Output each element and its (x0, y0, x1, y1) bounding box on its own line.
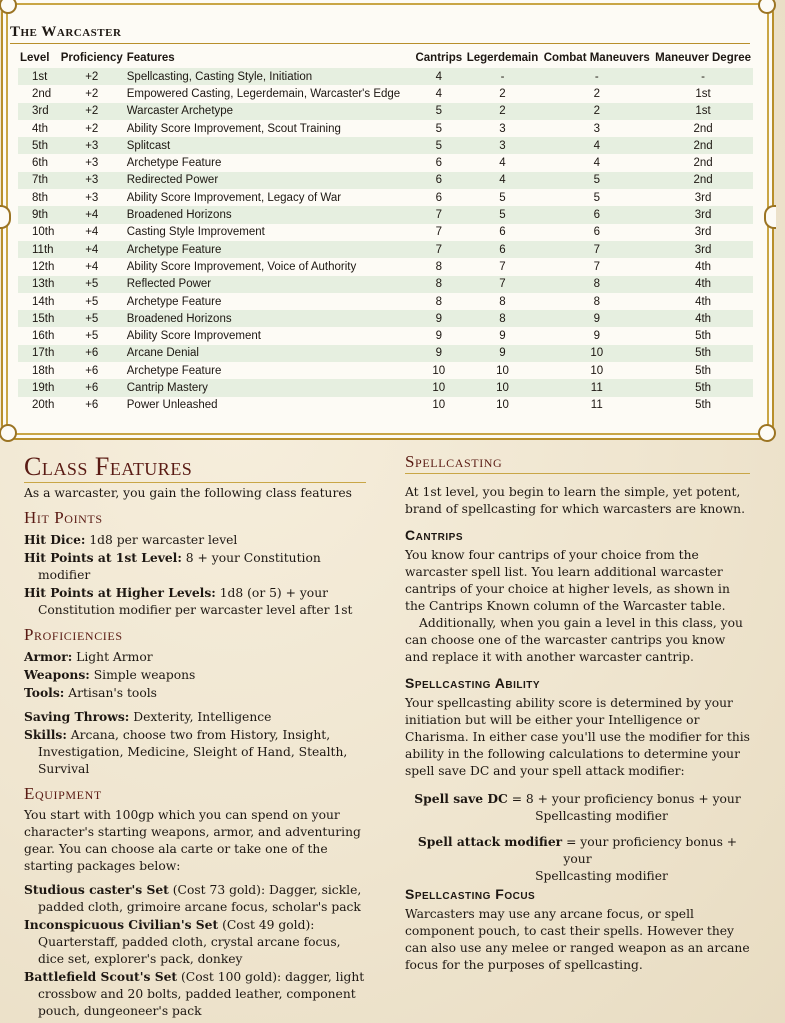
cantrips-paragraph-1: You know four cantrips of your choice from the warcaster spell list. You learn additional warcaster cantrips of your choice at higher levels, as shown in the Cantrips Known column of the Warcaster table. (405, 548, 730, 613)
cell-cantrips: 8 (435, 260, 443, 273)
cell-maneuver-degree: 4th (695, 278, 712, 291)
cell-cantrips: 5 (435, 139, 443, 152)
cell-level: 6th (32, 157, 48, 170)
cell-proficiency: +2 (85, 70, 99, 83)
cell-maneuver-degree: 4th (695, 312, 712, 325)
cell-legerdemain: - (500, 70, 505, 83)
col-header-maneuver-degree: Maneuver Degree (655, 52, 751, 64)
cell-level: 4th (32, 122, 48, 135)
cell-combat-maneuvers: 7 (593, 260, 600, 273)
cell-features: Archetype Feature (126, 295, 222, 308)
cell-legerdemain: 4 (499, 174, 506, 187)
cell-cantrips: 10 (432, 399, 446, 412)
cell-cantrips: 9 (435, 330, 443, 343)
cell-legerdemain: 4 (499, 157, 506, 170)
saving-throws-label: Saving Throws: (24, 709, 130, 724)
cell-proficiency: +5 (85, 312, 99, 325)
spell-attack-line2: Spellcasting modifier (535, 869, 668, 883)
weapons-text: Simple weapons (89, 668, 196, 682)
table-row (18, 258, 753, 275)
cell-maneuver-degree: 3rd (694, 191, 712, 204)
equipment-set-text: (Cost 100 gold): dagger, light crossbow and 20 bolts, padded leather, component pouch, dungeoneer's pack (38, 970, 365, 1018)
cell-features: Cantrip Mastery (126, 381, 208, 394)
cell-combat-maneuvers: 3 (593, 122, 600, 135)
hp-first-level-line (24, 549, 366, 584)
cell-cantrips: 5 (435, 122, 443, 135)
table-row (18, 137, 753, 154)
hit-dice-line (24, 531, 366, 549)
cell-proficiency: +5 (85, 278, 99, 291)
cell-maneuver-degree: 4th (695, 260, 712, 273)
cell-level: 12th (32, 260, 55, 273)
tools-line (24, 684, 366, 702)
equipment-set-scout (24, 968, 366, 1020)
cantrips-paragraph-2: Additionally, when you gain a level in this class, you can choose one of the warcaster cantrips you know and replace it with another warcaster cantrip. (405, 616, 743, 664)
cell-maneuver-degree: 2nd (693, 122, 713, 135)
cell-maneuver-degree: 5th (695, 381, 712, 394)
col-header-level: Level (20, 52, 50, 64)
class-features-intro: As a warcaster, you gain the following class features (24, 486, 352, 500)
cantrips-heading: Cantrips (405, 527, 464, 543)
cell-legerdemain: 10 (496, 364, 509, 377)
cell-legerdemain: 3 (499, 139, 506, 152)
table-row (18, 120, 753, 137)
cell-cantrips: 6 (435, 191, 443, 204)
cell-level: 16th (32, 330, 55, 343)
cell-cantrips: 9 (435, 312, 443, 325)
cell-combat-maneuvers: 5 (593, 174, 600, 187)
cell-legerdemain: 7 (499, 278, 506, 291)
cell-combat-maneuvers: 10 (590, 364, 604, 377)
hit-dice-text: 1d8 per warcaster level (85, 533, 238, 547)
cell-features: Broadened Horizons (126, 209, 232, 222)
right-column (405, 452, 750, 974)
cell-maneuver-degree: 2nd (693, 174, 713, 187)
cell-features: Archetype Feature (126, 364, 222, 377)
saving-throws-line (24, 708, 366, 726)
frame-corner-ornament (758, 424, 776, 442)
cell-legerdemain: 7 (499, 260, 506, 273)
spellcasting-heading: Spellcasting (405, 452, 750, 474)
spellcasting-focus-heading: Spellcasting Focus (405, 886, 536, 902)
weapons-line (24, 666, 366, 684)
cell-cantrips: 8 (435, 278, 443, 291)
table-row (18, 293, 753, 310)
cell-maneuver-degree: 1st (695, 87, 711, 100)
cell-level: 10th (32, 226, 55, 239)
cell-legerdemain: 6 (499, 226, 506, 239)
cell-proficiency: +2 (85, 122, 99, 135)
cell-level: 5th (32, 139, 48, 152)
cell-features: Spellcasting, Casting Style, Initiation (126, 70, 313, 83)
cell-proficiency: +3 (85, 191, 99, 204)
equipment-set-text: (Cost 49 gold): Quarterstaff, padded cloth, crystal arcane focus, dice set, explorer's pack, donkey (38, 918, 341, 966)
cell-features: Archetype Feature (126, 157, 222, 170)
cell-maneuver-degree: 4th (695, 295, 712, 308)
cell-proficiency: +6 (85, 399, 99, 412)
col-header-combat-maneuvers: Combat Maneuvers (543, 52, 650, 64)
armor-label: Armor: (24, 649, 73, 664)
cell-combat-maneuvers: 2 (593, 87, 600, 100)
table-header-row (18, 48, 753, 68)
cell-features: Casting Style Improvement (126, 226, 265, 239)
cell-legerdemain: 8 (499, 312, 506, 325)
cell-maneuver-degree: 3rd (694, 226, 712, 239)
cell-level: 19th (32, 381, 55, 394)
cell-combat-maneuvers: 11 (590, 399, 603, 412)
cell-proficiency: +6 (85, 364, 99, 377)
cell-cantrips: 5 (435, 105, 443, 118)
cell-proficiency: +3 (85, 139, 99, 152)
cell-combat-maneuvers: 9 (593, 330, 600, 343)
hit-dice-label: Hit Dice: (24, 532, 86, 547)
cell-level: 2nd (32, 87, 52, 100)
table-row (18, 172, 753, 189)
cell-proficiency: +6 (85, 381, 99, 394)
spell-attack-text: = your proficiency bonus + your (562, 835, 738, 866)
cell-combat-maneuvers: 5 (593, 191, 600, 204)
cell-legerdemain: 9 (499, 330, 506, 343)
equipment-set-name: Studious caster's Set (24, 882, 169, 897)
cell-level: 20th (32, 399, 55, 412)
cell-cantrips: 6 (435, 157, 443, 170)
spellcasting-ability-heading: Spellcasting Ability (405, 675, 541, 691)
hp-first-level-label: Hit Points at 1st Level: (24, 550, 182, 565)
table-row (18, 397, 753, 414)
cell-cantrips: 9 (435, 347, 443, 360)
table-row (18, 154, 753, 171)
cell-proficiency: +4 (85, 209, 99, 222)
cell-level: 11th (32, 243, 54, 256)
cell-level: 18th (32, 364, 55, 377)
cell-legerdemain: 2 (499, 105, 506, 118)
spell-save-dc-line2: Spellcasting modifier (535, 809, 668, 823)
cell-legerdemain: 10 (496, 399, 509, 412)
cell-legerdemain: 3 (499, 122, 506, 135)
cell-combat-maneuvers: - (594, 70, 599, 83)
weapons-label: Weapons: (24, 667, 90, 682)
spell-save-dc-text: = 8 + your proficiency bonus + your (507, 792, 741, 806)
cell-features: Ability Score Improvement, Scout Training (126, 122, 341, 135)
cell-level: 3rd (32, 105, 49, 118)
cell-proficiency: +4 (85, 243, 99, 256)
equipment-set-name: Battlefield Scout's Set (24, 969, 178, 984)
equipment-intro: You start with 100gp which you can spend on your character's starting weapons, armor, and adventuring gear. You can choose ala carte or take one of the starting packages below: (24, 808, 361, 873)
cell-maneuver-degree: 3rd (694, 243, 712, 256)
spell-save-dc-label: Spell save DC (414, 791, 508, 806)
cell-cantrips: 4 (435, 87, 443, 100)
cell-cantrips: 7 (435, 243, 443, 256)
cell-maneuver-degree: 2nd (693, 139, 713, 152)
spell-attack-label: Spell attack modifier (417, 834, 563, 849)
table-row (18, 241, 753, 258)
table-row (18, 362, 753, 379)
cell-features: Empowered Casting, Legerdemain, Warcaster's Edge (126, 87, 401, 100)
cell-features: Archetype Feature (126, 243, 222, 256)
cell-proficiency: +2 (85, 105, 99, 118)
equipment-heading: Equipment (24, 784, 102, 803)
skills-text: Arcana, choose two from History, Insight, Investigation, Medicine, Sleight of Hand, Stealth, Survival (38, 728, 348, 776)
armor-line (24, 648, 366, 666)
table-row (18, 85, 753, 102)
cell-proficiency: +5 (85, 295, 99, 308)
cell-proficiency: +3 (85, 157, 99, 170)
cell-level: 7th (32, 174, 48, 187)
cell-cantrips: 7 (435, 209, 443, 222)
cell-proficiency: +5 (85, 330, 99, 343)
frame-corner-ornament (0, 0, 17, 14)
col-header-cantrips: Cantrips (415, 52, 463, 64)
cell-level: 9th (32, 209, 48, 222)
spell-save-dc-formula (405, 790, 750, 825)
cell-combat-maneuvers: 10 (590, 347, 604, 360)
cell-level: 1st (32, 70, 48, 83)
hp-higher-levels-label: Hit Points at Higher Levels: (24, 585, 216, 600)
cell-level: 8th (32, 191, 48, 204)
cell-cantrips: 10 (432, 381, 446, 394)
spellcasting-intro: At 1st level, you begin to learn the simple, yet potent, brand of spellcasting for which warcasters are known. (405, 485, 746, 516)
table-body (18, 68, 753, 414)
cell-maneuver-degree: - (701, 70, 705, 83)
skills-line (24, 726, 366, 778)
tools-text: Artisan's tools (64, 686, 157, 700)
left-column (24, 452, 366, 1020)
table-row (18, 103, 753, 120)
table-row (18, 224, 753, 241)
cell-maneuver-degree: 5th (695, 330, 712, 343)
cell-proficiency: +6 (85, 347, 99, 360)
hit-points-heading: Hit Points (24, 508, 103, 527)
hp-higher-levels-line (24, 584, 366, 619)
cell-combat-maneuvers: 7 (593, 243, 600, 256)
spellcasting-focus-text: Warcasters may use any arcane focus, or spell component pouch, to cast their spells. However they can also use any melee or ranged weapon as an arcane focus for the purposes of spellcasting. (405, 907, 750, 972)
cell-combat-maneuvers: 9 (593, 312, 600, 325)
cell-proficiency: +4 (85, 226, 99, 239)
class-features-heading: Class Features (24, 452, 366, 483)
equipment-set-name: Inconspicuous Civilian's Set (24, 917, 219, 932)
cell-legerdemain: 2 (499, 87, 506, 100)
cell-cantrips: 4 (435, 70, 443, 83)
cell-legerdemain: 6 (499, 243, 506, 256)
cell-cantrips: 6 (435, 174, 443, 187)
frame-side-ornament (764, 205, 776, 229)
table-row (18, 379, 753, 396)
cell-cantrips: 7 (435, 226, 443, 239)
cell-legerdemain: 5 (499, 191, 506, 204)
cell-maneuver-degree: 5th (695, 364, 712, 377)
cell-features: Ability Score Improvement (126, 330, 261, 343)
spellcasting-ability-text: Your spellcasting ability score is determined by your initiation but will be either your Intelligence or Charisma. In either case you'll use the modifier for this ability in the following calculations to determine your spell save DC and your spell attack modifier: (405, 696, 750, 778)
cell-level: 17th (32, 347, 55, 360)
table-row (18, 206, 753, 223)
cell-legerdemain: 8 (499, 295, 506, 308)
table-row (18, 276, 753, 293)
cell-combat-maneuvers: 8 (593, 295, 600, 308)
cell-features: Splitcast (126, 139, 171, 152)
table-title: The Warcaster (10, 24, 750, 44)
cell-combat-maneuvers: 11 (590, 381, 603, 394)
cell-level: 13th (32, 278, 55, 291)
cell-legerdemain: 10 (496, 381, 509, 394)
cell-combat-maneuvers: 6 (593, 209, 600, 222)
table-row (18, 68, 753, 85)
cell-proficiency: +4 (85, 260, 99, 273)
table-row (18, 327, 753, 344)
equipment-set-civilian (24, 916, 366, 968)
skills-label: Skills: (24, 727, 67, 742)
spell-attack-formula (405, 833, 750, 885)
cell-cantrips: 8 (435, 295, 443, 308)
equipment-set-studious (24, 881, 366, 916)
cell-combat-maneuvers: 2 (593, 105, 600, 118)
armor-text: Light Armor (72, 650, 153, 664)
table-row (18, 345, 753, 362)
cell-features: Warcaster Archetype (126, 105, 234, 118)
cell-proficiency: +2 (85, 87, 99, 100)
table-row (18, 189, 753, 206)
cell-level: 15th (32, 312, 55, 325)
cell-proficiency: +3 (85, 174, 99, 187)
cell-combat-maneuvers: 8 (593, 278, 600, 291)
hp-first-level-text: 8 + your Constitution modifier (38, 551, 321, 582)
warcaster-table (18, 48, 753, 414)
hp-higher-levels-text: 1d8 (or 5) + your Constitution modifier per warcaster level after 1st (38, 586, 353, 617)
equipment-set-text: (Cost 73 gold): Dagger, sickle, padded cloth, grimoire arcane focus, scholar's pack (38, 883, 362, 914)
cell-features: Reflected Power (126, 278, 212, 291)
cell-features: Ability Score Improvement, Voice of Authority (126, 260, 357, 273)
cell-maneuver-degree: 1st (695, 105, 711, 118)
cell-legerdemain: 5 (499, 209, 506, 222)
cell-maneuver-degree: 5th (695, 347, 712, 360)
frame-corner-ornament (758, 0, 776, 14)
saving-throws-text: Dexterity, Intelligence (129, 710, 272, 724)
cell-cantrips: 10 (432, 364, 446, 377)
col-header-legerdemain: Legerdemain (466, 52, 539, 64)
tools-label: Tools: (24, 685, 65, 700)
frame-corner-ornament (0, 424, 17, 442)
cell-features: Redirected Power (126, 174, 219, 187)
cell-legerdemain: 9 (499, 347, 506, 360)
col-header-features: Features (126, 52, 175, 64)
cell-maneuver-degree: 3rd (694, 209, 712, 222)
cell-combat-maneuvers: 4 (593, 139, 600, 152)
cell-level: 14th (32, 295, 55, 308)
proficiencies-heading: Proficiencies (24, 625, 123, 644)
frame-side-ornament (0, 205, 11, 229)
cell-maneuver-degree: 2nd (693, 157, 713, 170)
cell-features: Broadened Horizons (126, 312, 232, 325)
cell-features: Ability Score Improvement, Legacy of War (126, 191, 342, 204)
cell-combat-maneuvers: 6 (593, 226, 600, 239)
cell-features: Power Unleashed (126, 399, 218, 412)
cell-combat-maneuvers: 4 (593, 157, 600, 170)
cell-features: Arcane Denial (126, 347, 199, 360)
table-row (18, 310, 753, 327)
cell-maneuver-degree: 5th (695, 399, 712, 412)
col-header-proficiency: Proficiency (60, 52, 123, 64)
